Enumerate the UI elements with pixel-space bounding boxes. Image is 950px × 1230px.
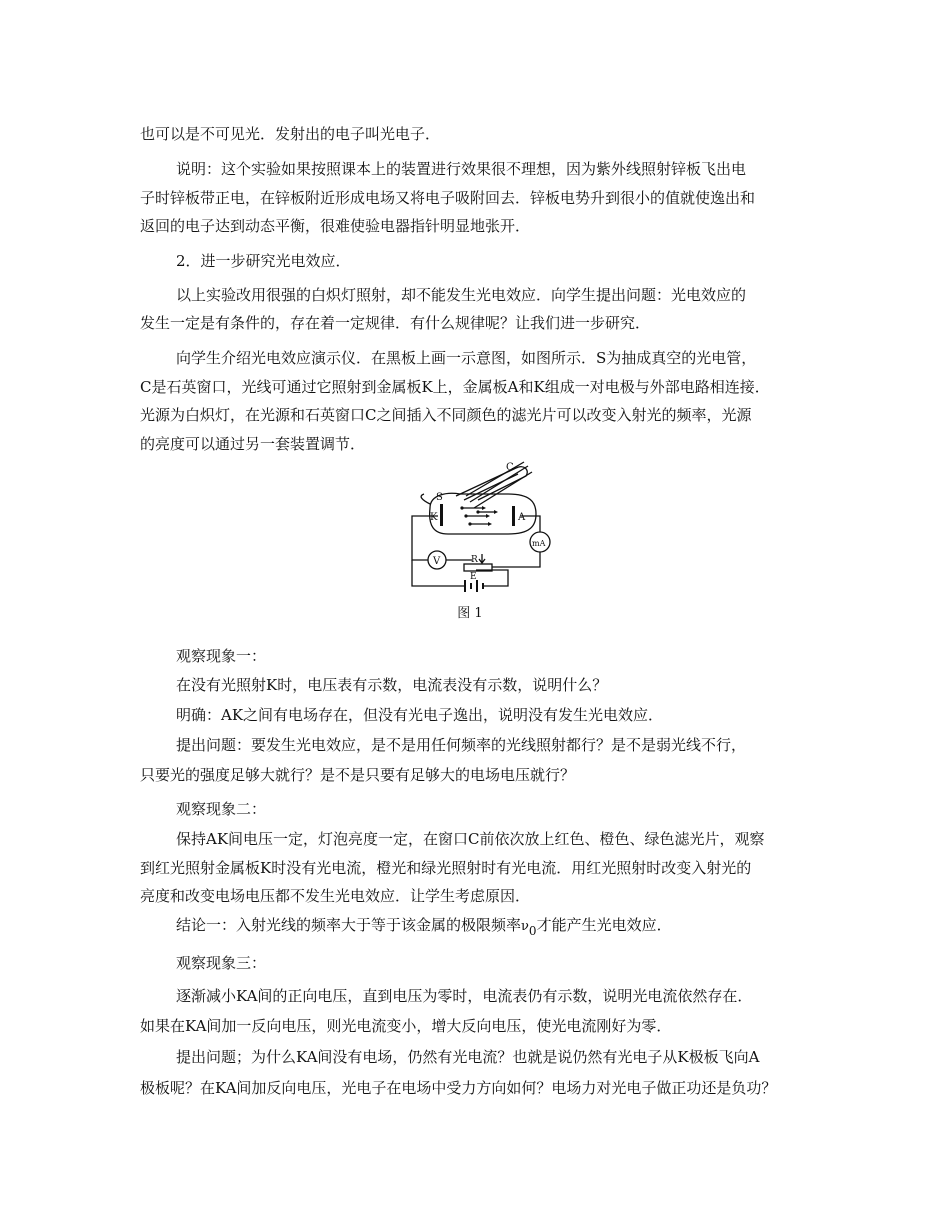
nu-symbol: ν xyxy=(521,919,529,934)
paragraph-line: 说明：这个实验如果按照课本上的装置进行效果很不理想，因为紫外线照射锌板飞出电 xyxy=(176,160,747,178)
figure-caption: 图 1 xyxy=(457,606,483,621)
conclusion-line xyxy=(176,915,830,937)
paragraph-line: 到红光照射金属板K时没有光电流，橙光和绿光照射时有光电流．用红光照射时改变入射光的 xyxy=(140,859,752,877)
paragraph-line: 逐渐减小KA间的正向电压，直到电压为零时，电流表仍有示数，说明光电流依然存在． xyxy=(176,987,753,1005)
paragraph-line: 明确：AK之间有电场存在，但没有光电子逸出，说明没有发生光电效应． xyxy=(176,706,664,724)
label-r: R xyxy=(471,555,478,565)
paragraph-line: 极板呢？在KA间加反向电压，光电子在电场中受力方向如何？电场力对光电子做正功还是负功？ xyxy=(140,1079,777,1097)
paragraph-line: 发生一定是有条件的，存在着一定规律．有什么规律呢？让我们进一步研究． xyxy=(140,314,651,332)
paragraph-line: 向学生介绍光电效应演示仪．在黑板上画一示意图，如图所示．S为抽成真空的光电管， xyxy=(176,349,757,367)
conclusion-text: 结论一：入射光线的频率大于等于该金属的极限频率 xyxy=(176,916,522,934)
conclusion-text-end: 才能产生光电效应． xyxy=(536,916,672,934)
paragraph-line: 在没有光照射K时，电压表有示数，电流表没有示数，说明什么？ xyxy=(176,676,608,694)
subscript-zero: 0 xyxy=(528,924,537,938)
subheading: 观察现象二： xyxy=(176,800,267,818)
paragraph-line: 也可以是不可见光．发射出的电子叫光电子． xyxy=(140,125,441,143)
section-heading: 2．进一步研究光电效应． xyxy=(176,252,351,270)
paragraph-line: C是石英窗口，光线可通过它照射到金属板K上，金属板A和K组成一对电极与外部电路相连接． xyxy=(140,378,770,396)
label-s: S xyxy=(436,492,443,503)
subheading: 观察现象三： xyxy=(176,954,267,972)
paragraph-line: 保持AK间电压一定，灯泡亮度一定，在窗口C前依次放上红色、橙色、绿色滤光片，观察 xyxy=(176,830,765,848)
paragraph-line: 的亮度可以通过另一套装置调节． xyxy=(140,435,366,453)
label-v: V xyxy=(433,556,441,567)
paragraph-line: 提出问题：要发生光电效应，是不是用任何频率的光线照射都行？是不是弱光线不行， xyxy=(176,736,747,754)
label-c: C xyxy=(506,462,514,473)
label-ma: mA xyxy=(532,539,546,548)
paragraph-line: 提出问题；为什么KA间没有电场，仍然有光电流？也就是说仍然有光电子从K极板飞向A xyxy=(176,1048,760,1066)
paragraph-line: 光源为白炽灯，在光源和石英窗口C之间插入不同颜色的滤光片可以改变入射光的频率，光源 xyxy=(140,406,752,424)
paragraph-line: 子时锌板带正电，在锌板附近形成电场又将电子吸附回去．锌板电势升到很小的值就使逸出和 xyxy=(140,189,756,207)
paragraph-line: 返回的电子达到动态平衡，很难使验电器指针明显地张开． xyxy=(140,217,531,235)
paragraph-line: 只要光的强度足够大就行？是不是只要有足够大的电场电压就行？ xyxy=(140,766,576,784)
subheading: 观察现象一： xyxy=(176,647,267,665)
label-a: A xyxy=(518,512,526,523)
photoelectric-apparatus-diagram xyxy=(408,456,568,596)
label-e: E xyxy=(470,572,477,582)
paragraph-line: 如果在KA间加一反向电压，则光电流变小，增大反向电压，使光电流刚好为零． xyxy=(140,1017,672,1035)
paragraph-line: 亮度和改变电场电压都不发生光电效应．让学生考虑原因． xyxy=(140,887,531,905)
label-k: K xyxy=(430,512,438,523)
paragraph-line: 以上实验改用很强的白炽灯照射，却不能发生光电效应．向学生提出问题：光电效应的 xyxy=(176,286,747,304)
